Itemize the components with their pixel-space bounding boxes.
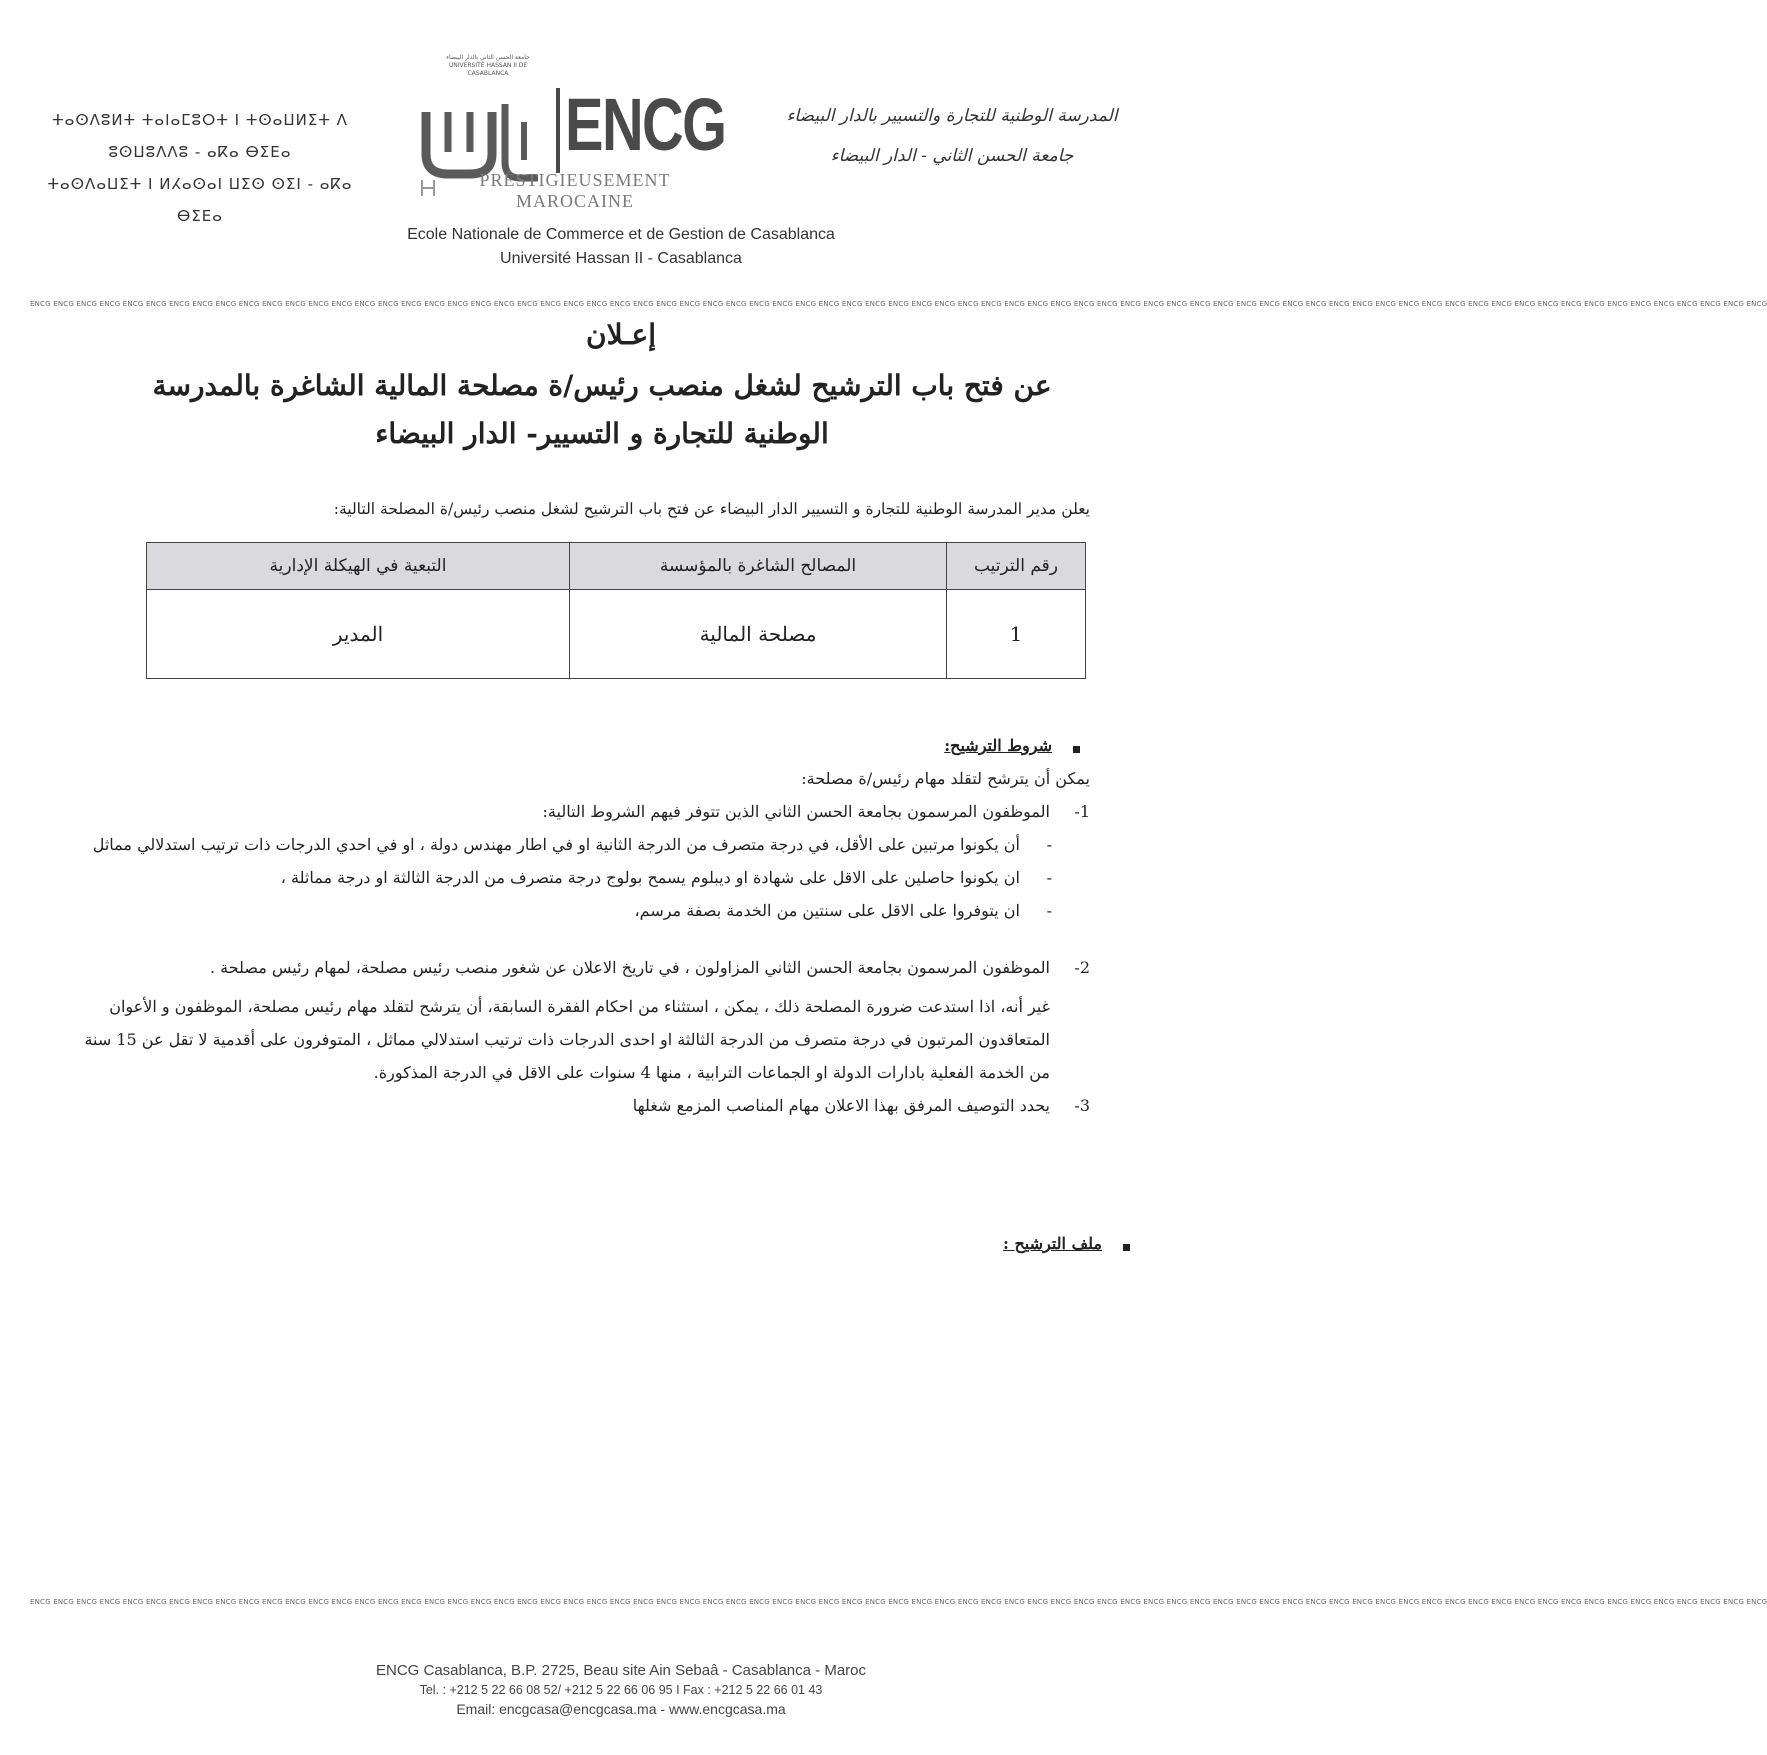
condition-item-2 <box>80 951 1090 984</box>
footer-contact: Email: encgcasa@encgcasa.ma - www.encgcasa.ma <box>456 1701 786 1717</box>
announcement-title-line-2: الوطنية للتجارة و التسيير- الدار البيضاء <box>375 417 829 450</box>
condition-sub-1 <box>80 828 1090 861</box>
intro-text: يعلن مدير المدرسة الوطنية للتجارة و التسيير الدار البيضاء عن فتح باب الترشيح لشغل منصب رئيس/ة المصلحة التالية: <box>333 500 1090 518</box>
dash-marker: - <box>1046 901 1052 920</box>
condition-sub-3 <box>80 894 1090 927</box>
announcement-title-line-1: عن فتح باب الترشيح لشغل منصب رئيس/ة مصلحة المالية الشاغرة بالمدرسة <box>152 369 1052 402</box>
footer-address: ENCG Casablanca, B.P. 2725, Beau site Ain Sebaâ - Casablanca - Maroc <box>376 1662 866 1679</box>
condition-item-2-paragraph: غير أنه، اذا استدعت ضرورة المصلحة ذلك ، يمكن ، استثناء من احكام الفقرة السابقة، أن يترشح لتقلد مهام رئيس مصلحة، الموظفون و الأعوان المتعاقدون المرتبون في درجة متصرف من الدرجة الثالثة او احدى الدرجات ذات ترتيب استدلالي مماثل ، المتوفرون على أقدمية لا تقل عن 15 سنة من الخدمة الفعلية بادارات الدولة او الجماعات الترابية ، منها 4 سنوات على الاقل في الدرجة المذكورة. <box>84 997 1050 1082</box>
table-cell-affiliation: المدير <box>147 590 570 679</box>
condition-sub-text: ان يكونوا حاصلين على الاقل على شهادة او ديبلوم يسمح بولوج درجة متصرف من الدرجة الثالثة او درجة مماثلة ، <box>280 868 1020 887</box>
footer-phones: Tel. : +212 5 22 66 08 52/ +212 5 22 66 06 95 I Fax : +212 5 22 66 01 43 <box>419 1683 823 1697</box>
condition-item-1 <box>80 795 1090 828</box>
condition-number: 3- <box>1074 1096 1090 1115</box>
announcement-title <box>152 362 1052 458</box>
file-section-title: ملف الترشيح : <box>1002 1234 1102 1253</box>
school-name-fr: Ecole Nationale de Commerce et de Gestion de Casablanca <box>407 226 835 243</box>
condition-item-3 <box>80 1089 1090 1122</box>
dash-marker: - <box>1046 868 1052 887</box>
logo-wordmark: ENCG <box>565 83 726 166</box>
spacer <box>80 927 1090 951</box>
table-row <box>147 590 1086 679</box>
arabic-school-name: المدرسة الوطنية للتجارة والتسيير بالدار البيضاء <box>786 106 1118 126</box>
conditions-body <box>80 762 1090 1122</box>
dash-marker: - <box>1046 835 1052 854</box>
table-header-service: المصالح الشاغرة بالمؤسسة <box>570 543 947 590</box>
announcement-heading: إعـلان <box>586 318 656 351</box>
conditions-lead: يمكن أن يترشح لتقلد مهام رئيس/ة مصلحة: <box>801 769 1090 788</box>
logo-caption-ar: جامعة الحسن الثاني بالدار البيضاء <box>446 54 530 61</box>
logo-divider <box>556 88 560 173</box>
condition-number: 2- <box>1074 958 1090 977</box>
positions-table <box>146 542 1086 679</box>
encg-logo <box>420 52 730 211</box>
tifinagh-header <box>30 104 370 232</box>
conditions-title: شروط الترشيح: <box>944 736 1052 755</box>
logo-university-caption <box>428 54 548 78</box>
encg-strip-top: ENCG ENCG ENCG ENCG ENCG ENCG ENCG ENCG ENCG ENCG ENCG ENCG ENCG ENCG ENCG ENCG ENCG ENCG ENCG ENCG ENCG ENCG ENCG ENCG ENCG ENCG ENCG ENCG ENCG ENCG ENCG ENCG ENCG ENCG ENCG ENCG ENCG ENCG ENCG ENCG ENCG ENCG ENCG ENCG ENCG ENCG ENCG ENCG ENCG ENCG ENCG ENCG ENCG ENCG ENCG ENCG ENCG ENCG ENCG ENCG ENCG ENCG ENCG ENCG ENCG ENCG ENCG ENCG ENCG ENCG ENCG ENCG ENCG ENCG ENCG <box>30 300 1767 308</box>
bullet-square-icon <box>1123 1244 1130 1251</box>
condition-sub-2 <box>80 861 1090 894</box>
condition-text: يحدد التوصيف المرفق بهذا الاعلان مهام المناصب المزمع شغلها <box>632 1096 1050 1115</box>
condition-sub-text: ان يتوفروا على الاقل على سنتين من الخدمة بصفة مرسم، <box>634 901 1020 920</box>
table-cell-service: مصلحة المالية <box>570 590 947 679</box>
logo-caption-fr: UNIVERSITÉ HASSAN II DE CASABLANCA <box>448 62 528 77</box>
condition-text: الموظفون المرسمون بجامعة الحسن الثاني الذين تتوفر فيهم الشروط التالية: <box>542 802 1050 821</box>
university-name-fr: Université Hassan II - Casablanca <box>500 250 742 267</box>
condition-text: الموظفون المرسمون بجامعة الحسن الثاني المزاولون ، في تاريخ الاعلان عن شغور منصب رئيس مصلحة، لمهام رئيس مصلحة . <box>209 958 1050 977</box>
logo-tagline: PRÉSTIGIEUSEMENT MAROCAINE <box>479 170 671 211</box>
condition-number: 1- <box>1074 802 1090 821</box>
tifinagh-line-2: ⵜⴰⵙⴷⴰⵡⵉⵜ ⵏ ⵍⵃⴰⵙⴰⵏ ⵡⵉⵙ ⵙⵉⵏ - ⴰⴽⴰ ⴱⵉⴹⴰ <box>47 175 353 225</box>
table-header-affiliation: التبعية في الهيكلة الإدارية <box>147 543 570 590</box>
table-cell-rank: 1 <box>947 590 1086 679</box>
arabic-university-name: جامعة الحسن الثاني - الدار البيضاء <box>830 146 1074 166</box>
tifinagh-line-1: ⵜⴰⵙⴷⵓⵍⵜ ⵜⴰⵏⴰⵎⵓⵔⵜ ⵏ ⵜⵙⴰⵡⵍⵉⵜ ⴷ ⵓⵙⵡⵓⴷⴷⵓ - ⴰⴽⴰ ⴱⵉⴹⴰ <box>52 111 348 161</box>
table-header-row <box>147 543 1086 590</box>
table-header-rank: رقم الترتيب <box>947 543 1086 590</box>
bullet-square-icon <box>1073 746 1080 753</box>
encg-strip-bottom: ENCG ENCG ENCG ENCG ENCG ENCG ENCG ENCG ENCG ENCG ENCG ENCG ENCG ENCG ENCG ENCG ENCG ENCG ENCG ENCG ENCG ENCG ENCG ENCG ENCG ENCG ENCG ENCG ENCG ENCG ENCG ENCG ENCG ENCG ENCG ENCG ENCG ENCG ENCG ENCG ENCG ENCG ENCG ENCG ENCG ENCG ENCG ENCG ENCG ENCG ENCG ENCG ENCG ENCG ENCG ENCG ENCG ENCG ENCG ENCG ENCG ENCG ENCG ENCG ENCG ENCG ENCG ENCG ENCG ENCG ENCG ENCG ENCG ENCG ENCG <box>30 1598 1767 1606</box>
arabic-header <box>772 96 1132 176</box>
condition-sub-text: أن يكونوا مرتبين على الأقل، في درجة متصرف من الدرجة الثانية او في اطار مهندس دولة ، او في احدي الدرجات ذات ترتيب استدلالي مماثل <box>92 835 1020 854</box>
